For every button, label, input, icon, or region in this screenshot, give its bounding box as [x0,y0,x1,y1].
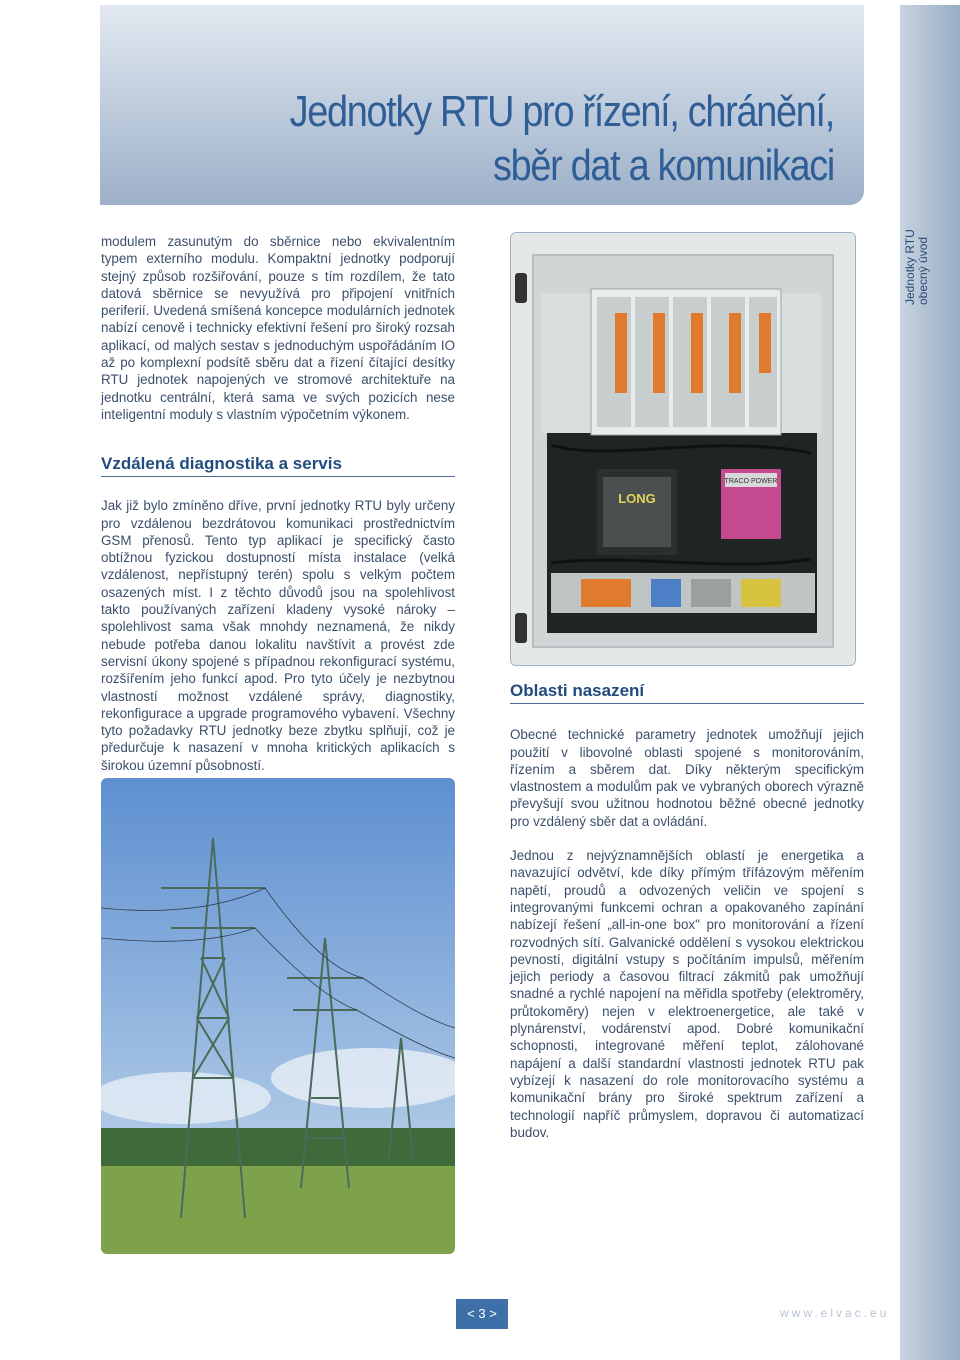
diagnostics-section [101,455,455,774]
side-tab-line1: Jednotky RTU [903,229,917,305]
page-title [290,85,834,193]
areas-heading: Oblasti nasazení [510,682,864,704]
areas-paragraph-2: Jednou z nejvýznamnějších oblastí je energetika a navazující odvětví, kde díky přímým třífázovým měřením napětí, proudů a odvozených veličin ve spojení s integrovanými funkcemi ochran a opakovaného zapínání nabízejí řešení „all-in-one box" pro monitorování a řízení rozvodných sítí. Galvanické oddělení s vysokou elektrickou pevností, digitální vstupy s počítáním impulsů, měřením jejich periody a časovou filtrací zákmitů pak umožňují snadné a rychlé napojení na měřidla spotřeby (elektroměry, průtokoměry) nejen v elektroenergetice, ale také v plynárenství, vodárenství apod. Dobré komunikační schopnosti, integrované měření teplot, zálohované napájení a další standardní vlastnosti jednotek RTU pak vybízejí k nasazení do role monitorovacího systému a komunikační brány pro široké spektrum zařízení a technologií napříč průmyslem, dopravou či automatizací budov. [510,848,864,1140]
areas-paragraph-1: Obecné technické parametry jednotek umožňují jejich použití v libovolné oblasti spojené s monitorováním, řízením a sběrem dat. Díky některým specifickým vlastnostem a modulům pak ve vybraných oborech výrazně převyšují svou užitnou hodnotou běžné obecné jednotky pro vzdálený sběr dat a ovládání. [510,727,864,829]
brand-label: TRACO POWER [724,478,778,485]
power-supply-label: LONG [618,491,656,506]
page-number: < 3 > [456,1299,508,1329]
page-title-line2: sběr dat a komunikaci [493,141,834,190]
areas-section [510,682,864,1141]
diagnostics-heading: Vzdálená diagnostika a servis [101,455,455,477]
diagnostics-body: Jak již bylo zmíněno dříve, první jednotky RTU byly určeny pro vzdálenou bezdrátovou komunikaci prostřednictvím GSM přenosů. Tento typ aplikací je specifický často obtížnou fyzickou dostupností místa instalace (velká vzdálenost, nepřístupný terén) spolu s velkým počtem osazených míst. I z těchto důvodů jsou na spolehlivost takto používaných zařízení kladeny vysoké nároky – spolehlivost sama však mnohdy neznamená, že nikdy nebude potřeba danou lokalitu navštívit a provést zde servisní úkony spojené s případnou rekonfigurací systému, rozšířením jeho funkcí apod. Pro tyto účely je nezbytnou vlastností možnost vzdálené správy, diagnostiky, rekonfigurace a upgrade programového vybavení. Všechny tyto požadavky RTU jednotky beze zbytku splňují, což je předurčuje k nasazení v mnoha kritických aplikacích s širokou územní působností. [101,498,455,773]
side-tab-line2: obecný úvod [916,236,930,305]
website-link[interactable]: www.elvac.eu [780,1306,890,1320]
intro-paragraph: modulem zasunutým do sběrnice nebo ekvivalentním typem externího modulu. Kompaktní jednotky podporují stejný způsob rozšiřování, pouze s tím rozdílem, že tato datová sběrnice se nevyužívá pro připojení vnitřních periferií. Uvedená smíšená koncepce modulárních jednotek nabízí cenově i technicky efektivní řešení pro široký rozsah aplikací, od malých sestav s jednoduchým uspořádáním IO až po komplexní podsítě sběru dat a řízení čítající desítky RTU jednotek napojených ve stromové architektuře na jednotku centrální, která sama ve svých pozicích nese inteligentní moduly s vlastním výpočetním výkonem. [101,234,455,422]
page-title-line1: Jednotky RTU pro řízení, chránění, [289,87,834,136]
cabinet-photo [510,232,856,666]
pylons-photo [101,778,455,1254]
side-tab-label [904,195,944,305]
header-band [100,5,864,205]
